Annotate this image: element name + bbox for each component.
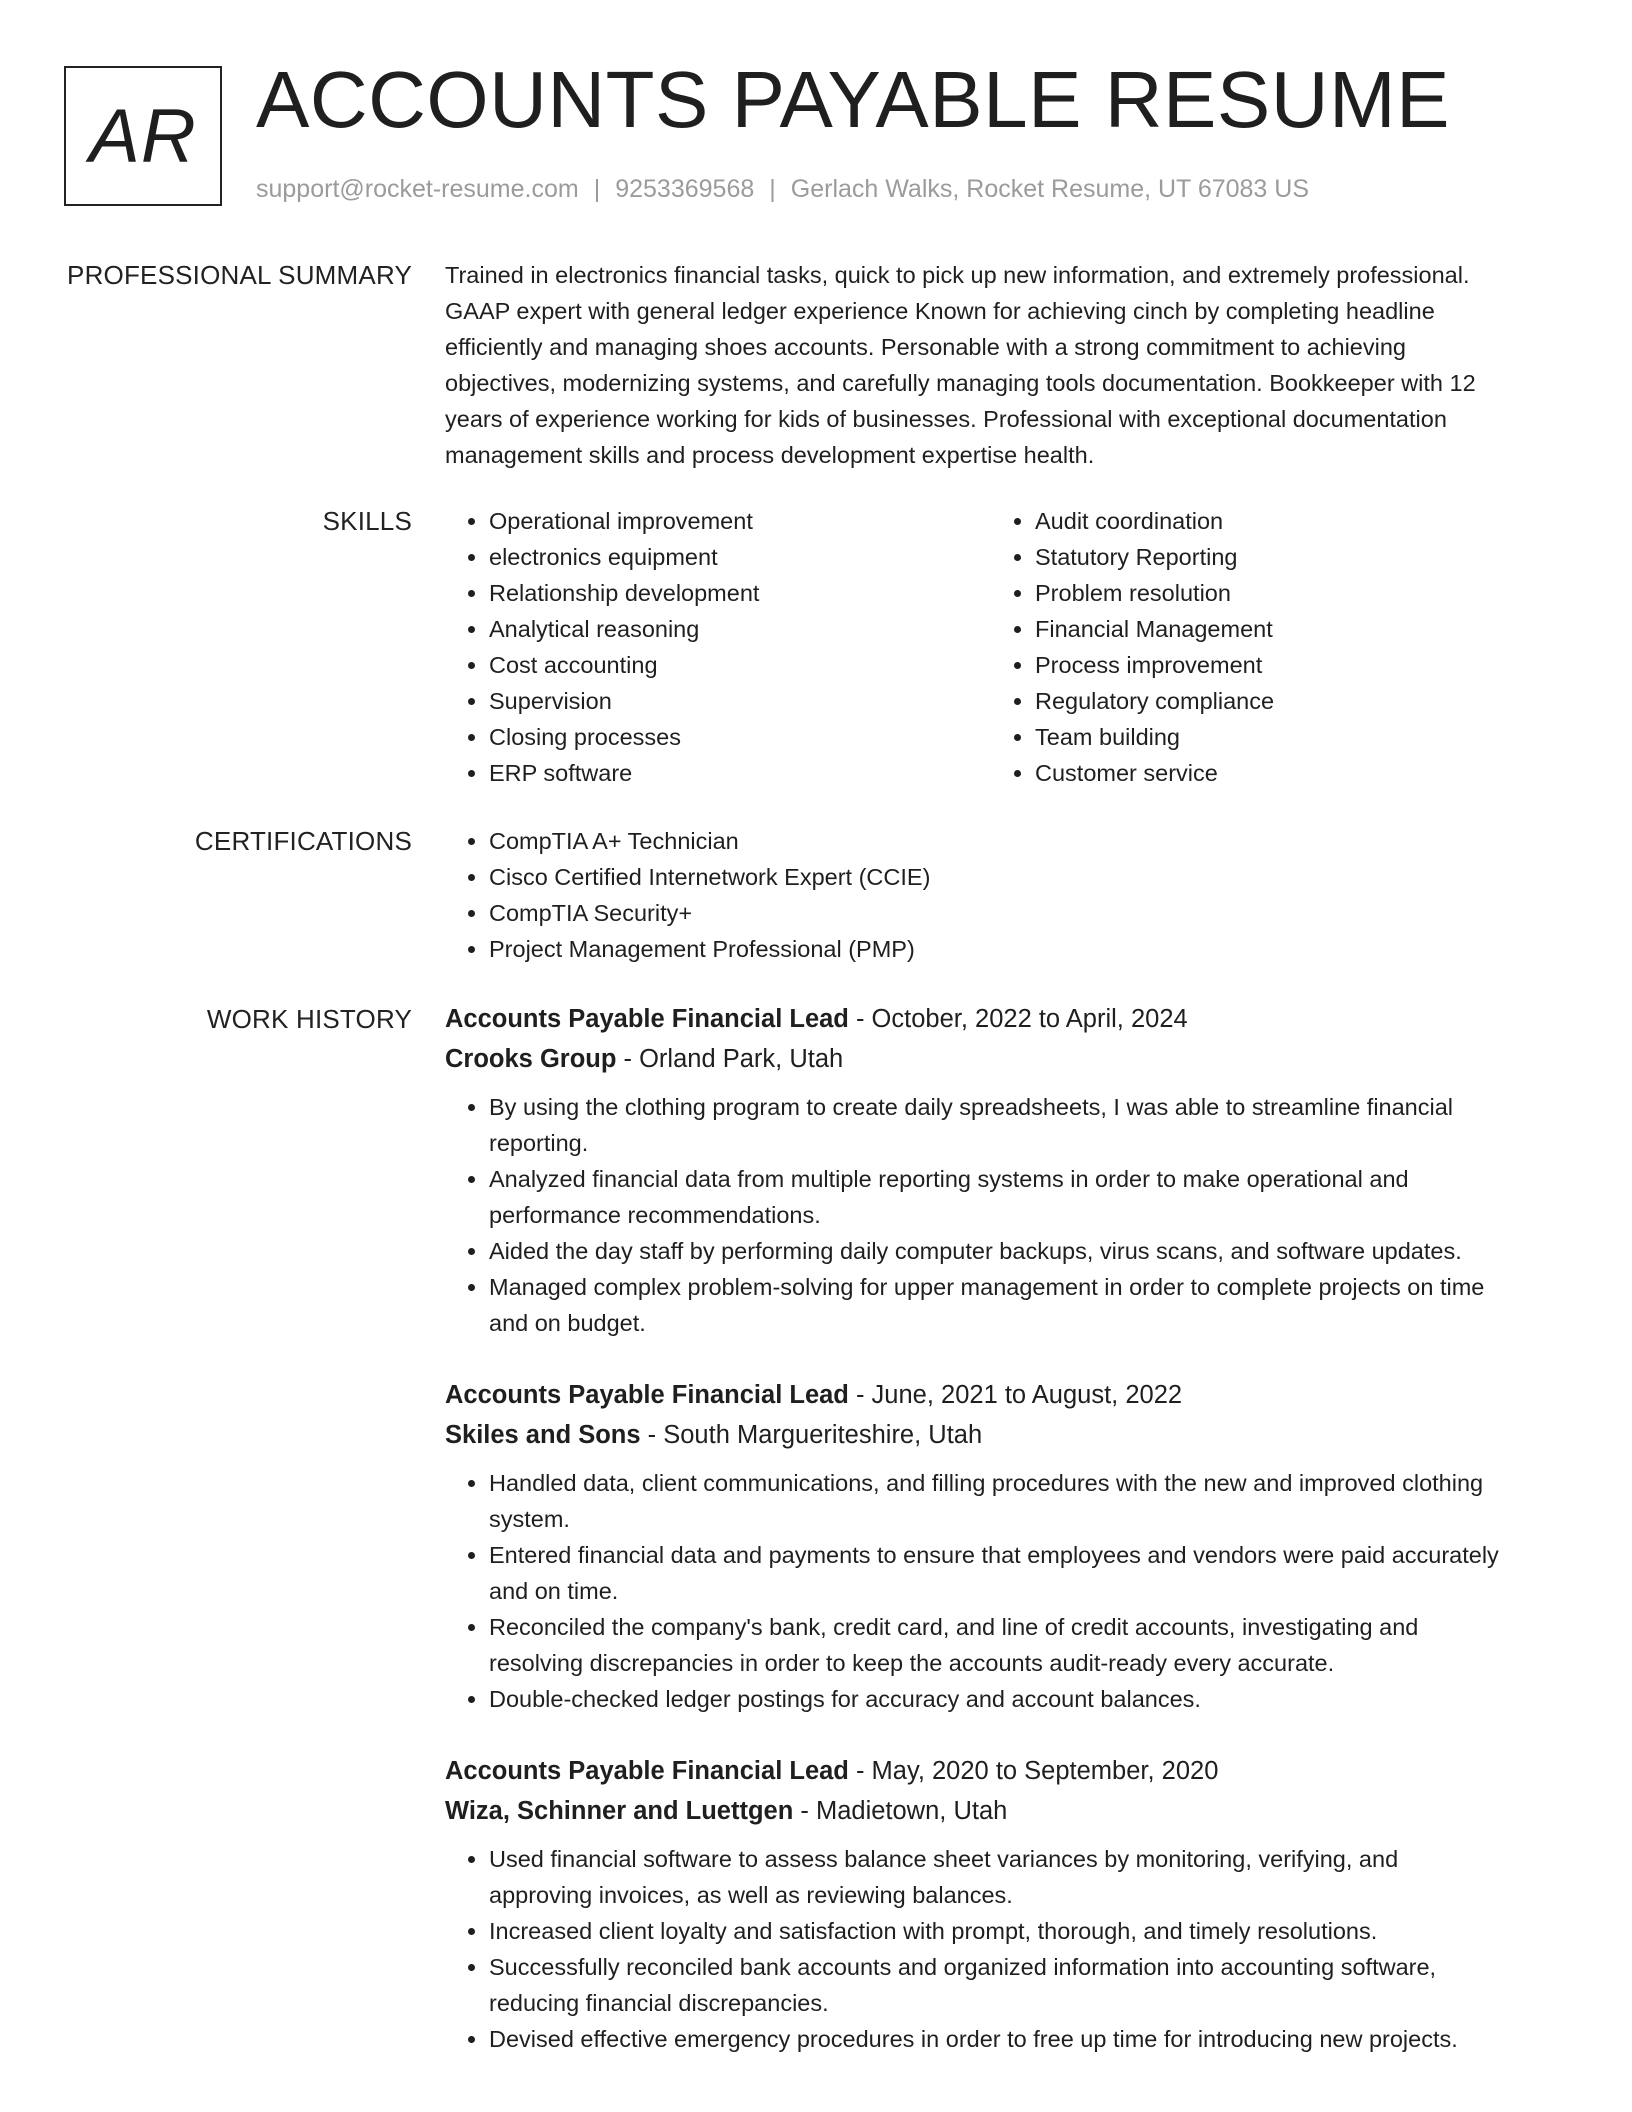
job-bullet-text: reducing financial discrepancies. (489, 1990, 829, 2016)
resume-title: ACCOUNTS PAYABLE RESUME (256, 55, 1450, 144)
skill-item: • Analytical reasoning (489, 611, 965, 647)
summary-label: PROFESSIONAL SUMMARY (67, 260, 412, 290)
skills-column-right (991, 503, 1511, 791)
job-title-line (445, 1375, 1555, 1415)
job-bullet (489, 1161, 1555, 1233)
skills-column-left (445, 503, 965, 791)
job-bullet-text: Analyzed financial data from multiple reporting systems in order to make operational and (489, 1166, 1409, 1192)
job-company: Skiles and Sons (445, 1421, 641, 1449)
job-bullet (489, 1089, 1555, 1161)
certifications-list (445, 823, 1555, 967)
skill-item: • Process improvement (1035, 647, 1511, 683)
job-bullet-text: Increased client loyalty and satisfaction with prompt, thorough, and timely resolutions. (489, 1918, 1378, 1944)
job-bullet-text: Handled data, client communications, and filling procedures with the new and improved clothing (489, 1470, 1484, 1496)
job-company: Crooks Group (445, 1045, 617, 1073)
skill-item: • electronics equipment (489, 539, 965, 575)
certification-item: • Project Management Professional (PMP) (489, 931, 1555, 967)
summary-line: objectives, modernizing systems, and carefully managing tools documentation. Bookkeeper with 12 (445, 370, 1476, 396)
summary-line: Trained in electronics financial tasks, quick to pick up new information, and extremely professional. (445, 262, 1470, 288)
certifications-label: CERTIFICATIONS (194, 826, 412, 856)
job-bullet-text: performance recommendations. (489, 1202, 821, 1228)
skill-item: • Supervision (489, 683, 965, 719)
monogram: AR (64, 66, 222, 206)
job-location: - Orland Park, Utah (616, 1045, 844, 1073)
job-bullet-text: Entered financial data and payments to ensure that employees and vendors were paid accurately (489, 1542, 1499, 1568)
job-bullet (489, 1681, 1555, 1717)
contact-line (256, 175, 1309, 204)
summary-text (445, 257, 1555, 473)
skill-item: • Cost accounting (489, 647, 965, 683)
job-bullet-text: and on budget. (489, 1310, 646, 1336)
summary-line: years of experience working for kids of businesses. Professional with exceptional documentation (445, 406, 1447, 432)
job-bullet-text: resolving discrepancies in order to keep the accounts audit-ready every accurate. (489, 1650, 1335, 1676)
skill-item: • Problem resolution (1035, 575, 1511, 611)
job-company-line (445, 1039, 1555, 1079)
skill-item: • Statutory Reporting (1035, 539, 1511, 575)
job-dates: - October, 2022 to April, 2024 (848, 1005, 1188, 1033)
skill-item: • Closing processes (489, 719, 965, 755)
job-bullet-text: Reconciled the company's bank, credit card, and line of credit accounts, investigating and (489, 1614, 1419, 1640)
job-bullet (489, 1465, 1555, 1537)
job-bullet-text: Successfully reconciled bank accounts and organized information into accounting software, (489, 1954, 1437, 1980)
contact-separator: | (769, 175, 776, 203)
job-bullet (489, 1949, 1555, 2021)
contact-phone[interactable]: 9253369568 (615, 175, 755, 203)
job-title: Accounts Payable Financial Lead (445, 1005, 849, 1033)
job-bullet (489, 1841, 1555, 1913)
contact-email[interactable]: support@rocket-resume.com (256, 175, 579, 203)
job-bullet-text: reporting. (489, 1130, 589, 1156)
skills-label: SKILLS (322, 506, 412, 536)
job-location: - South Margueriteshire, Utah (640, 1421, 983, 1449)
job-bullet (489, 2021, 1555, 2057)
job-bullet (489, 1913, 1555, 1949)
job-title-line (445, 999, 1555, 1039)
job-bullet (489, 1537, 1555, 1609)
summary-line: efficiently and managing shoes accounts. Personable with a strong commitment to achieving (445, 334, 1406, 360)
job-title: Accounts Payable Financial Lead (445, 1381, 849, 1409)
job-bullet (489, 1233, 1555, 1269)
skill-item: • Operational improvement (489, 503, 965, 539)
work-history-label: WORK HISTORY (206, 1004, 412, 1034)
certification-item: • Cisco Certified Internetwork Expert (CCIE) (489, 859, 1555, 895)
skill-item: • Audit coordination (1035, 503, 1511, 539)
job-bullet-text: Managed complex problem-solving for upper management in order to complete projects on time (489, 1274, 1485, 1300)
job-bullet-text: By using the clothing program to create daily spreadsheets, I was able to streamline financial (489, 1094, 1454, 1120)
job-title: Accounts Payable Financial Lead (445, 1757, 849, 1785)
job-location: - Madietown, Utah (793, 1797, 1008, 1825)
job-company-line (445, 1415, 1555, 1455)
skill-item: • Regulatory compliance (1035, 683, 1511, 719)
skill-item: • Team building (1035, 719, 1511, 755)
job-bullet-text: approving invoices, as well as reviewing balances. (489, 1882, 1013, 1908)
job-dates: - June, 2021 to August, 2022 (848, 1381, 1183, 1409)
skill-item: • ERP software (489, 755, 965, 791)
skill-item: • Financial Management (1035, 611, 1511, 647)
job-company: Wiza, Schinner and Luettgen (445, 1797, 794, 1825)
skill-item: • Customer service (1035, 755, 1511, 791)
summary-line: management skills and process development expertise health. (445, 442, 1095, 468)
skills-lists (445, 503, 1555, 803)
job-bullet-text: Aided the day staff by performing daily computer backups, virus scans, and software updates. (489, 1238, 1462, 1264)
contact-address: Gerlach Walks, Rocket Resume, UT 67083 US (790, 175, 1310, 203)
job-bullet-text: Double-checked ledger postings for accuracy and account balances. (489, 1686, 1201, 1712)
job-bullet-text: Used financial software to assess balance sheet variances by monitoring, verifying, and (489, 1846, 1399, 1872)
job-bullet-text: Devised effective emergency procedures in order to free up time for introducing new projects. (489, 2026, 1458, 2052)
job-bullet (489, 1269, 1555, 1341)
skill-item: • Relationship development (489, 575, 965, 611)
job-title-line (445, 1751, 1555, 1791)
certification-item: • CompTIA A+ Technician (489, 823, 1555, 859)
certification-item: • CompTIA Security+ (489, 895, 1555, 931)
job-bullet (489, 1609, 1555, 1681)
summary-line: GAAP expert with general ledger experience Known for achieving cinch by completing headline (445, 298, 1435, 324)
job-bullet-text: and on time. (489, 1578, 619, 1604)
job-company-line (445, 1791, 1555, 1831)
job-dates: - May, 2020 to September, 2020 (848, 1757, 1219, 1785)
contact-separator: | (593, 175, 601, 203)
job-bullet-text: system. (489, 1506, 570, 1532)
